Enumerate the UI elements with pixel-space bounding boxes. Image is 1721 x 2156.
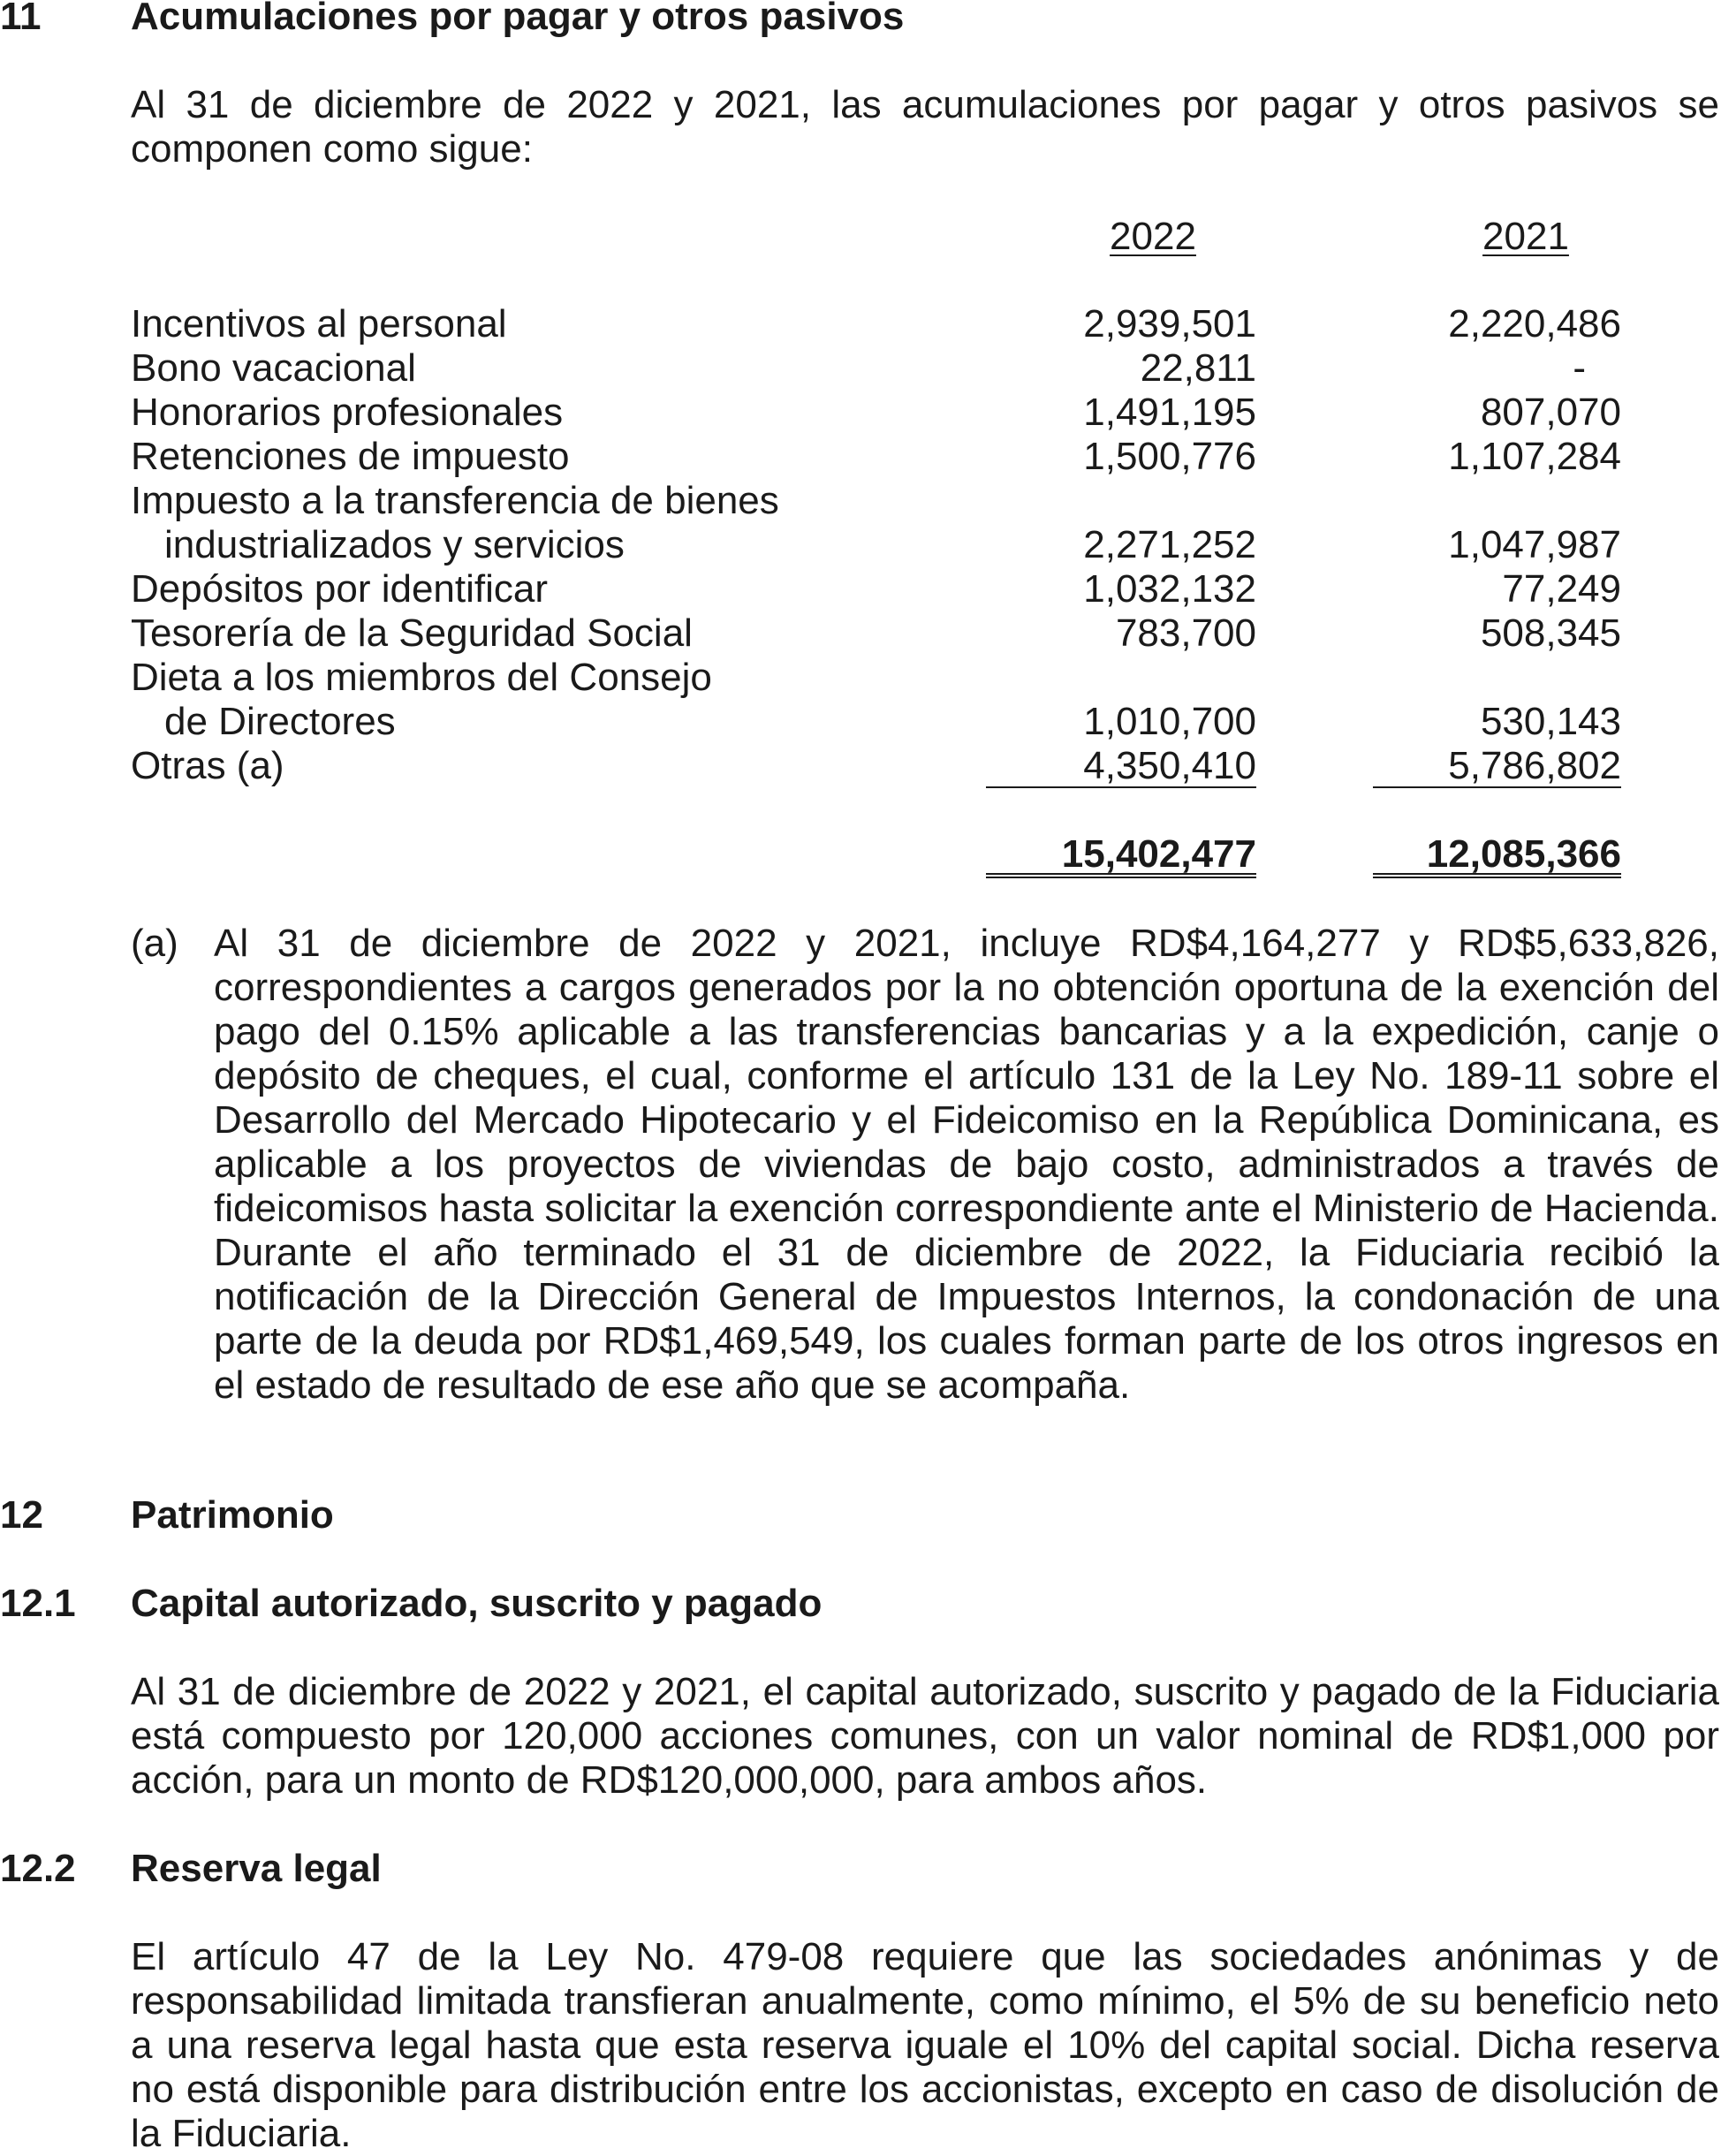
row-value-2022: 2,271,252 xyxy=(1083,523,1256,566)
section-11-number: 11 xyxy=(0,0,42,38)
row-value-2021: 807,070 xyxy=(1480,391,1621,434)
section-12-number: 12 xyxy=(0,1493,43,1537)
footnote-marker: (a) xyxy=(131,922,178,965)
section-11-title: Acumulaciones por pagar y otros pasivos xyxy=(131,0,905,38)
total-2021-double-rule xyxy=(1373,877,1621,878)
row-label-depositos: Depósitos por identificar xyxy=(131,567,549,611)
section-12-1-number: 12.1 xyxy=(0,1582,76,1625)
row-label-otras: Otras (a) xyxy=(131,744,284,787)
row-value-2022: 1,032,132 xyxy=(1083,567,1256,611)
section-12-2-text: El artículo 47 de la Ley No. 479-08 requiere que las sociedades anónimas y de responsabilidad limitada transfieran anualmente, como mínimo, el 5% de su beneficio neto a una reserva legal hasta que esta reserva iguale el 10% del capital social. Dicha reserva no está disponible para distribución entre los accionistas, excepto en caso de disolución de la Fiduciaria. xyxy=(131,1935,1719,2155)
row-value-2022: 4,350,410 xyxy=(986,744,1256,788)
row-label-honorarios: Honorarios profesionales xyxy=(131,391,564,434)
row-value-2022: 2,939,501 xyxy=(1083,302,1256,345)
row-value-2022: 1,500,776 xyxy=(1083,435,1256,478)
section-12-2-number: 12.2 xyxy=(0,1847,76,1890)
section-11-intro: Al 31 de diciembre de 2022 y 2021, las acumulaciones por pagar y otros pasivos se componen como sigue: xyxy=(131,83,1719,171)
row-label-dieta: Dieta a los miembros del Consejo xyxy=(131,656,712,699)
row-label-bono: Bono vacacional xyxy=(131,346,416,390)
row-label-itbis: Impuesto a la transferencia de bienes xyxy=(131,479,779,522)
row-label-retenciones: Retenciones de impuesto xyxy=(131,435,570,478)
footnote-text: Al 31 de diciembre de 2022 y 2021, incluye RD$4,164,277 y RD$5,633,826, correspondientes a cargos generados por la no obtención oportuna de la exención del pago del 0.15% aplicable a las transferencias bancarias y a la expedición, canje o depósito de cheques, el cual, conforme el artículo 131 de la Ley No. 189-11 sobre el Desarrollo del Mercado Hipotecario y el Fideicomiso en la República Dominicana, es aplicable a los proyectos de viviendas de bajo costo, administrados a través de fideicomisos hasta solicitar la exención correspondiente ante el Ministerio de Hacienda. Durante el año terminado el 31 de diciembre de 2022, la Fiduciaria recibió la notificación de la Dirección General de Impuestos Internos, la condonación de una parte de la deuda por RD$1,469,549, los cuales forman parte de los otros ingresos en el estado de resultado de ese año que se acompaña. xyxy=(214,922,1719,1407)
row-label-tesoreria: Tesorería de la Seguridad Social xyxy=(131,611,693,655)
row-value-2021: 77,249 xyxy=(1502,567,1621,611)
row-value-2022: 783,700 xyxy=(1115,611,1256,655)
row-value-2021: - xyxy=(1573,346,1586,390)
section-12-2-title: Reserva legal xyxy=(131,1847,382,1890)
total-2022: 15,402,477 xyxy=(986,832,1256,875)
column-header-2021: 2021 xyxy=(1482,215,1569,258)
row-value-2021: 1,107,284 xyxy=(1448,435,1621,478)
row-value-2022: 1,010,700 xyxy=(1083,700,1256,743)
row-value-2021: 5,786,802 xyxy=(1373,744,1621,788)
section-12-1-text: Al 31 de diciembre de 2022 y 2021, el capital autorizado, suscrito y pagado de la Fiduciaria está compuesto por 120,000 acciones comunes, con un valor nominal de RD$1,000 por acción, para un monto de RD$120,000,000, para ambos años. xyxy=(131,1670,1719,1802)
total-2021: 12,085,366 xyxy=(1373,832,1621,875)
row-value-2021: 2,220,486 xyxy=(1448,302,1621,345)
column-header-2022: 2022 xyxy=(1110,215,1196,258)
row-value-2021: 1,047,987 xyxy=(1448,523,1621,566)
row-label-dieta-cont: de Directores xyxy=(164,700,396,743)
total-2022-double-rule xyxy=(986,877,1256,878)
row-value-2022: 22,811 xyxy=(1140,346,1256,390)
row-value-2021: 530,143 xyxy=(1480,700,1621,743)
section-12-title: Patrimonio xyxy=(131,1493,334,1537)
row-value-2022: 1,491,195 xyxy=(1083,391,1256,434)
row-value-2021: 508,345 xyxy=(1480,611,1621,655)
section-12-1-title: Capital autorizado, suscrito y pagado xyxy=(131,1582,823,1625)
row-label-incentivos: Incentivos al personal xyxy=(131,302,507,345)
row-label-itbis-cont: industrializados y servicios xyxy=(164,523,625,566)
